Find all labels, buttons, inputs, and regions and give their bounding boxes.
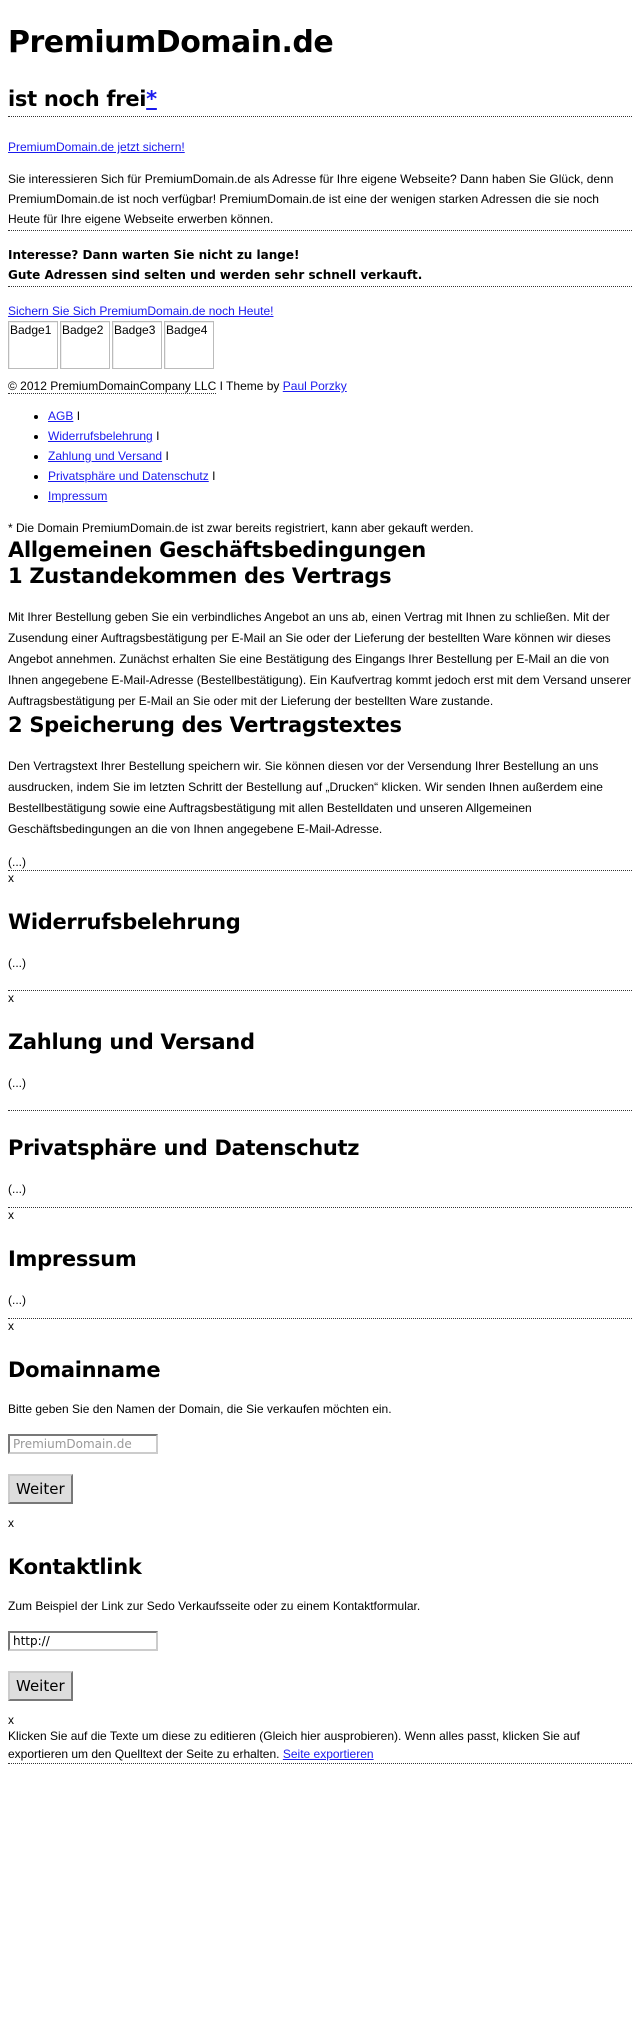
- privacy-link[interactable]: Privatsphäre und Datenschutz: [48, 469, 209, 483]
- section-2-text: Den Vertragstext Ihrer Bestellung speichern wir. Sie können diesen vor der Versendung Ihrer Bestellung an uns ausdrucken, indem Sie im letzten Schritt der Bestellung auf „Drucken“ klicken. Wir senden Ihnen außerdem eine Bestellbestätigung sowie eine Auftragsbestätigung mit allen Bestelldaten und unseren Allgemeinen Geschäftsbedingungen an die von Ihnen angegebene E-Mail-Adresse.: [8, 759, 603, 836]
- export-page-link[interactable]: Seite exportieren: [282, 1747, 374, 1761]
- badge-3: Badge3: [112, 321, 162, 369]
- badge-row: [8, 321, 632, 369]
- privacy-text: (...): [8, 1182, 26, 1196]
- separator: I: [156, 429, 160, 443]
- close-privacy-button[interactable]: x: [8, 1208, 14, 1222]
- domainname-title: Domainname: [8, 1358, 161, 1382]
- badge-1: Badge1: [8, 321, 58, 369]
- badge-2: Badge2: [60, 321, 110, 369]
- availability-heading: [8, 86, 632, 117]
- company-name: © 2012 PremiumDomainCompany LLC: [8, 379, 217, 393]
- theme-text: I Theme by: [219, 379, 280, 393]
- contact-link-input[interactable]: [8, 1631, 158, 1651]
- footer-copyright: [8, 378, 632, 394]
- separator: I: [76, 409, 81, 423]
- kontaktlink-title: Kontaktlink: [8, 1555, 142, 1579]
- close-domainname-button[interactable]: x: [8, 1516, 14, 1530]
- widerruf-divider: [8, 971, 632, 991]
- widerruf-title: Widerrufsbelehrung: [8, 910, 241, 934]
- availability-text: ist noch frei: [8, 87, 147, 111]
- section-2-title: 2 Speicherung des Vertragstextes: [8, 713, 402, 737]
- separator: I: [212, 469, 216, 483]
- section-1-text: Mit Ihrer Bestellung geben Sie ein verbindliches Angebot an uns ab, einen Vertrag mit Ihnen zu schließen. Mit der Zusendung einer Auftragsbestätigung per E-Mail an Sie oder der Lieferung der bestellten Ware können wir dieses Angebot annehmen. Zunächst erhalten Sie eine Bestätigung des Eingangs Ihrer Bestellung per E-Mail an die von Ihnen angegebene E-Mail-Adresse (Bestellbestätigung). Ein Kaufvertrag kommt jedoch erst mit dem Versand unserer Auftragsbestätigung per E-Mail an Sie oder mit der Lieferung der bestellten Ware zustande.: [8, 610, 631, 708]
- privacy-divider: [8, 1197, 632, 1208]
- legal-links: [8, 406, 632, 506]
- site-title: PremiumDomain.de: [8, 25, 334, 60]
- kontaktlink-weiter-button[interactable]: Weiter: [8, 1671, 73, 1701]
- legal-item-zahlung: [48, 446, 632, 466]
- widerruf-link[interactable]: Widerrufsbelehrung: [48, 429, 153, 443]
- impressum-divider: [8, 1308, 632, 1319]
- impressum-title: Impressum: [8, 1247, 137, 1271]
- impressum-link[interactable]: Impressum: [48, 489, 108, 503]
- theme-author-link[interactable]: Paul Porzky: [282, 379, 347, 393]
- close-agb-button[interactable]: x: [8, 871, 14, 885]
- agb-title: Allgemeinen Geschäftsbedingungen: [8, 538, 426, 562]
- badge-4: Badge4: [164, 321, 214, 369]
- secure-today-link[interactable]: Sichern Sie Sich PremiumDomain.de noch Heute!: [8, 304, 274, 318]
- close-widerruf-button[interactable]: x: [8, 991, 14, 1005]
- footnote: * Die Domain PremiumDomain.de ist zwar bereits registriert, kann aber gekauft werden.: [8, 521, 474, 535]
- zahlung-title: Zahlung und Versand: [8, 1030, 255, 1054]
- section-1-title: 1 Zustandekommen des Vertrags: [8, 564, 392, 588]
- widerruf-text: (...): [8, 956, 26, 970]
- zahlung-divider: [8, 1091, 632, 1111]
- separator: I: [165, 449, 169, 463]
- legal-item-impressum: [48, 486, 632, 506]
- intro-text: Sie interessieren Sich für PremiumDomain.de als Adresse für Ihre eigene Webseite? Dann haben Sie Glück, denn PremiumDomain.de ist noch verfügbar! PremiumDomain.de ist eine der wenigen starken Adressen die sie noch Heute für Ihre eigene Webseite erwerben können.: [8, 169, 632, 231]
- zahlung-text: (...): [8, 1076, 26, 1090]
- interest-callout: [8, 245, 632, 287]
- interest-line-1: Interesse? Dann warten Sie nicht zu lange!: [8, 248, 300, 262]
- interest-line-2: Gute Adressen sind selten und werden sehr schnell verkauft.: [8, 268, 423, 282]
- kontaktlink-instructions: Zum Beispiel der Link zur Sedo Verkaufsseite oder zu einem Kontaktformular.: [8, 1599, 421, 1613]
- agb-ellipsis: (...): [8, 854, 632, 871]
- footnote-marker-link[interactable]: *: [146, 87, 157, 111]
- agb-link[interactable]: AGB: [48, 409, 74, 423]
- legal-item-widerruf: [48, 426, 632, 446]
- zahlung-link[interactable]: Zahlung und Versand: [48, 449, 163, 463]
- export-instructions: Klicken Sie auf die Texte um diese zu editieren (Gleich hier ausprobieren). Wenn alles passt, klicken Sie auf exportieren um den Quelltext der Seite zu erhalten.: [8, 1729, 580, 1761]
- domain-name-input[interactable]: [8, 1434, 158, 1454]
- secure-domain-link[interactable]: PremiumDomain.de jetzt sichern!: [8, 140, 185, 154]
- domainname-weiter-button[interactable]: Weiter: [8, 1474, 73, 1504]
- legal-item-agb: [48, 406, 632, 426]
- close-impressum-button[interactable]: x: [8, 1319, 14, 1333]
- close-kontaktlink-button[interactable]: x: [8, 1713, 14, 1727]
- privacy-title: Privatsphäre und Datenschutz: [8, 1136, 360, 1160]
- export-bar: [8, 1727, 632, 1764]
- domainname-instructions: Bitte geben Sie den Namen der Domain, die Sie verkaufen möchten ein.: [8, 1402, 392, 1416]
- legal-item-privacy: [48, 466, 632, 486]
- impressum-text: (...): [8, 1293, 26, 1307]
